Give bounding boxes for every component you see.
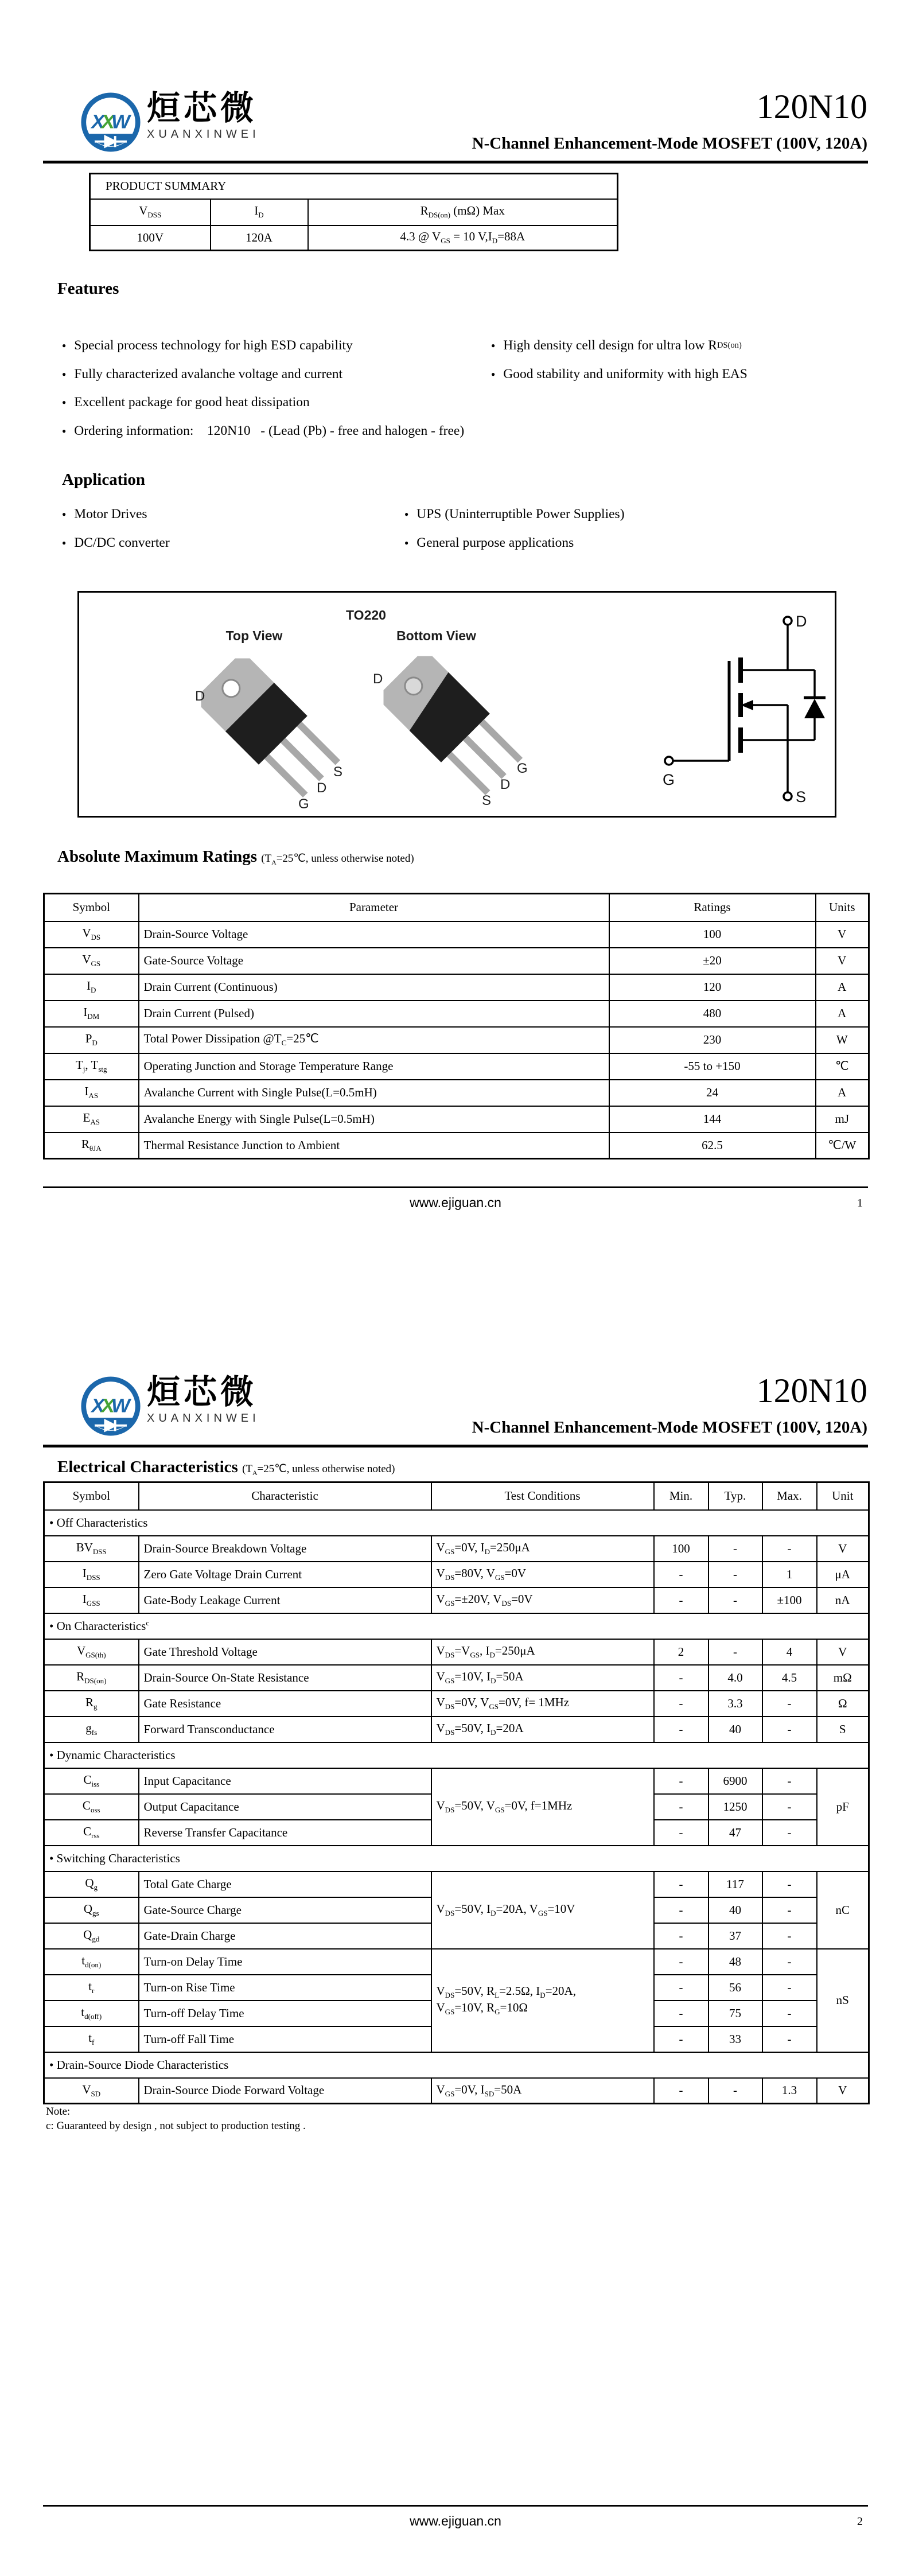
abs-max-table (43, 893, 870, 1159)
brand-name-en: XUANXINWEI (147, 1412, 260, 1425)
package-top-view-image (165, 645, 360, 815)
table-row (90, 174, 618, 199)
table-row: $g_{fs}$ Forward Transconductance $V_{DS}=50V$, $I_D=20A$ - 40 - S (44, 1717, 869, 1742)
table-row: $C_{oss}$ Output Capacitance - 1250 - (44, 1794, 869, 1820)
package-bottom-view-image (348, 637, 543, 812)
abs-max-note: ($T_A=25℃$, unless otherwise noted) (261, 853, 414, 866)
column-header-id: $I_D$ (211, 199, 308, 225)
shared-unit: nC (817, 1871, 869, 1949)
part-number: 120N10 (756, 88, 867, 126)
bottom-view-label: Bottom View (396, 628, 476, 643)
shared-unit: pF (817, 1768, 869, 1846)
value-rdson: 4.3 @ $V_{GS} = 10$ $V,I_D=88A$ (308, 225, 618, 251)
pin-label-lead3: S (333, 764, 343, 780)
brand-name-cn: 烜芯微 (147, 90, 258, 127)
section-row: • Off Characteristics (44, 1510, 869, 1536)
footer-rule (43, 1186, 868, 1188)
table-row: $V_{GS(th)}$ Gate Threshold Voltage $V_{DS}=V_{GS}$, $I_D=250\mu A$ 2 - 4 V (44, 1639, 869, 1665)
pin-label-lead2: D (317, 780, 327, 796)
column-header: Ratings (609, 894, 816, 921)
brand-logo-icon (80, 1376, 141, 1437)
symbol-drain-label: D (796, 613, 807, 630)
shared-test-condition: $V_{DS}=50V$, $R_L=2.5\Omega$, $I_D=20A$, $V_{GS}=10V$, $R_G=10\Omega$ (431, 1949, 654, 2052)
column-header-vdss: $V_{DSS}$ (90, 199, 211, 225)
application-item: ● UPS (Uninterruptible Power Supplies) (404, 500, 868, 529)
symbol-gate-label: G (663, 771, 675, 788)
symbol-source-label: S (796, 788, 807, 805)
table-row: $C_{iss}$ Input Capacitance $V_{DS}=50V$, $V_{GS}=0V$, f=1MHz - 6900 - pF (44, 1768, 869, 1794)
elec-char-note: ($T_A=25℃$, unless otherwise noted) (242, 1463, 395, 1477)
table-row: $I_{AS}$ Avalanche Current with Single Pulse(L=0.5mH) 24 A (44, 1080, 869, 1106)
table-row: $Q_{gd}$ Gate-Drain Charge - 37 - (44, 1923, 869, 1949)
footer-rule (43, 2505, 868, 2507)
feature-item: ● Fully characterized avalanche voltage and current (62, 360, 491, 389)
table-row: $R_{DS(on)}$ Drain-Source On-State Resistance $V_{GS}=10V$, $I_D=50A$ - 4.0 4.5 mΩ (44, 1665, 869, 1691)
column-header-rdson: $R_{DS(on)}$ (mΩ) Max (308, 199, 618, 225)
column-header: Parameter (139, 894, 609, 921)
table-row: $V_{DS}$ Drain-Source Voltage 100 V (44, 921, 869, 948)
application-item: ● DC/DC converter (62, 529, 404, 558)
table-row: $Q_g$ Total Gate Charge $V_{DS}=50V$, $I_D=20A$, $V_{GS}=10V$ - 117 - nC (44, 1871, 869, 1897)
table-row: $C_{rss}$ Reverse Transfer Capacitance - 47 - (44, 1820, 869, 1846)
feature-item: ● High density cell design for ultra low R DS(on) (491, 332, 868, 360)
table-row: $P_D$ Total Power Dissipation $@T_C=25℃$ 230 W (44, 1027, 869, 1053)
brand-logo-icon (80, 92, 141, 153)
elec-char-title: Electrical Characteristics ($T_A=25℃$, unless otherwise noted) (57, 1458, 395, 1477)
table-row: $Q_{gs}$ Gate-Source Charge - 40 - (44, 1897, 869, 1923)
column-header: Min. (654, 1482, 708, 1510)
product-summary-table (89, 173, 618, 251)
shared-unit: nS (817, 1949, 869, 2052)
table-row (90, 199, 618, 225)
value-vdss: 100V (90, 225, 211, 251)
column-header: Max. (762, 1482, 817, 1510)
brand-name-en: XUANXINWEI (147, 128, 260, 141)
feature-item: ● Special process technology for high ESD capability (62, 332, 491, 360)
column-header: Test Conditions (431, 1482, 654, 1510)
features-title: Features (57, 279, 119, 298)
application-title: Application (62, 470, 146, 489)
pin-label-tab: D (195, 688, 205, 704)
table-header-row (44, 894, 869, 921)
application-item: ● General purpose applications (404, 529, 868, 558)
feature-item: ● Good stability and uniformity with high EAS (491, 360, 868, 389)
column-header: Typ. (708, 1482, 762, 1510)
table-row: $t_f$ Turn-off Fall Time - 33 - (44, 2026, 869, 2052)
page-number: 2 (857, 2515, 863, 2528)
table-row: $I_{GSS}$ Gate-Body Leakage Current $V_{GS}=\pm 20V$, $V_{DS}=0V$ - - ±100 nA (44, 1587, 869, 1613)
section-row: • Dynamic Characteristics (44, 1742, 869, 1768)
table-row: $t_r$ Turn-on Rise Time - 56 - (44, 1975, 869, 2001)
page-number: 1 (857, 1197, 863, 1209)
table-row (90, 225, 618, 251)
product-summary-title: PRODUCT SUMMARY (90, 174, 618, 199)
table-row: $R_g$ Gate Resistance $V_{DS}=0V$, $V_{GS}=0V$, f= 1MHz - 3.3 - Ω (44, 1691, 869, 1717)
feature-item: ● Excellent package for good heat dissipation (62, 388, 491, 417)
shared-test-condition: $V_{DS}=50V$, $I_D=20A$, $V_{GS}=10V$ (431, 1871, 654, 1949)
page-2 (0, 1284, 911, 2576)
value-id: 120A (211, 225, 308, 251)
page-1 (0, 0, 911, 1284)
pin-label-lead1: G (298, 796, 309, 812)
brand-monogram: XXW (91, 111, 130, 133)
column-header: Characteristic (139, 1482, 431, 1510)
table-row: $t_{d(on)}$ Turn-on Delay Time $V_{DS}=50V$, $R_L=2.5\Omega$, $I_D=20A$, $V_{GS}=10V$, $R_G=10\Omega$ - 48 - nS (44, 1949, 869, 1975)
brand-name-cn: 烜芯微 (147, 1373, 258, 1411)
document-subtitle: N-Channel Enhancement-Mode MOSFET (100V, 120A) (472, 134, 867, 153)
section-row: • Switching Characteristics (44, 1846, 869, 1871)
table-row: $R_{\theta JA}$ Thermal Resistance Junction to Ambient 62.5 ℃/W (44, 1133, 869, 1159)
note-text: c: Guaranteed by design , not subject to production testing . (46, 2120, 306, 2132)
features-list (62, 332, 868, 445)
top-view-label: Top View (225, 628, 283, 643)
brand-monogram: XXW (91, 1395, 130, 1417)
abs-max-title: Absolute Maximum Ratings ($T_A=25℃$, unless otherwise noted) (57, 847, 414, 866)
table-row: $V_{SD}$ Drain-Source Diode Forward Voltage $V_{GS}=0V$, $I_{SD}=50A$ - - 1.3 V (44, 2078, 869, 2104)
table-row: $V_{GS}$ Gate-Source Voltage ±20 V (44, 948, 869, 974)
feature-item-ordering: ● Ordering information: 120N10 - (Lead (Pb) - free and halogen - free) (62, 417, 491, 446)
note-label: Note: (46, 2106, 71, 2118)
header-rule (43, 1445, 868, 1447)
footer-website: www.ejiguan.cn (410, 1195, 501, 1210)
pin-label-tab: D (373, 671, 383, 687)
elec-char-table (43, 1481, 870, 2104)
column-header: Unit (817, 1482, 869, 1510)
mosfet-symbol (656, 613, 834, 805)
header-rule (43, 161, 868, 164)
part-number: 120N10 (756, 1372, 867, 1410)
table-row: $E_{AS}$ Avalanche Energy with Single Pulse(L=0.5mH) 144 mJ (44, 1106, 869, 1133)
table-header-row (44, 1482, 869, 1510)
column-header: Units (816, 894, 869, 921)
table-row: $I_{DSS}$ Zero Gate Voltage Drain Current $V_{DS}=80V$, $V_{GS}=0V$ - - 1 μA (44, 1562, 869, 1587)
table-row: $BV_{DSS}$ Drain-Source Breakdown Voltage $V_{GS}=0V$, $I_D=250\mu A$ 100 - - V (44, 1536, 869, 1562)
application-list (62, 500, 868, 557)
column-header: Symbol (44, 1482, 139, 1510)
section-row: • Drain-Source Diode Characteristics (44, 2052, 869, 2078)
shared-test-condition: $V_{DS}=50V$, $V_{GS}=0V$, f=1MHz (431, 1768, 654, 1846)
table-row: $I_{DM}$ Drain Current (Pulsed) 480 A (44, 1001, 869, 1027)
package-type-label: TO220 (346, 608, 386, 622)
package-diagram-box (77, 591, 836, 818)
application-item: ● Motor Drives (62, 500, 404, 529)
pin-label-lead3: G (517, 761, 528, 776)
pin-label-lead2: D (500, 777, 511, 792)
table-row: $t_{d(off)}$ Turn-off Delay Time - 75 - (44, 2001, 869, 2026)
brand-logo (80, 92, 260, 153)
brand-logo (80, 1373, 260, 1437)
section-row: • On Characteristics$^c$ (44, 1613, 869, 1639)
table-row: $T_j$, $T_{stg}$ Operating Junction and Storage Temperature Range -55 to +150 ℃ (44, 1053, 869, 1080)
footer-website: www.ejiguan.cn (410, 2513, 501, 2528)
table-row: $I_D$ Drain Current (Continuous) 120 A (44, 974, 869, 1001)
column-header: Symbol (44, 894, 139, 921)
document-subtitle: N-Channel Enhancement-Mode MOSFET (100V, 120A) (472, 1418, 867, 1437)
pin-label-lead1: S (482, 793, 492, 808)
